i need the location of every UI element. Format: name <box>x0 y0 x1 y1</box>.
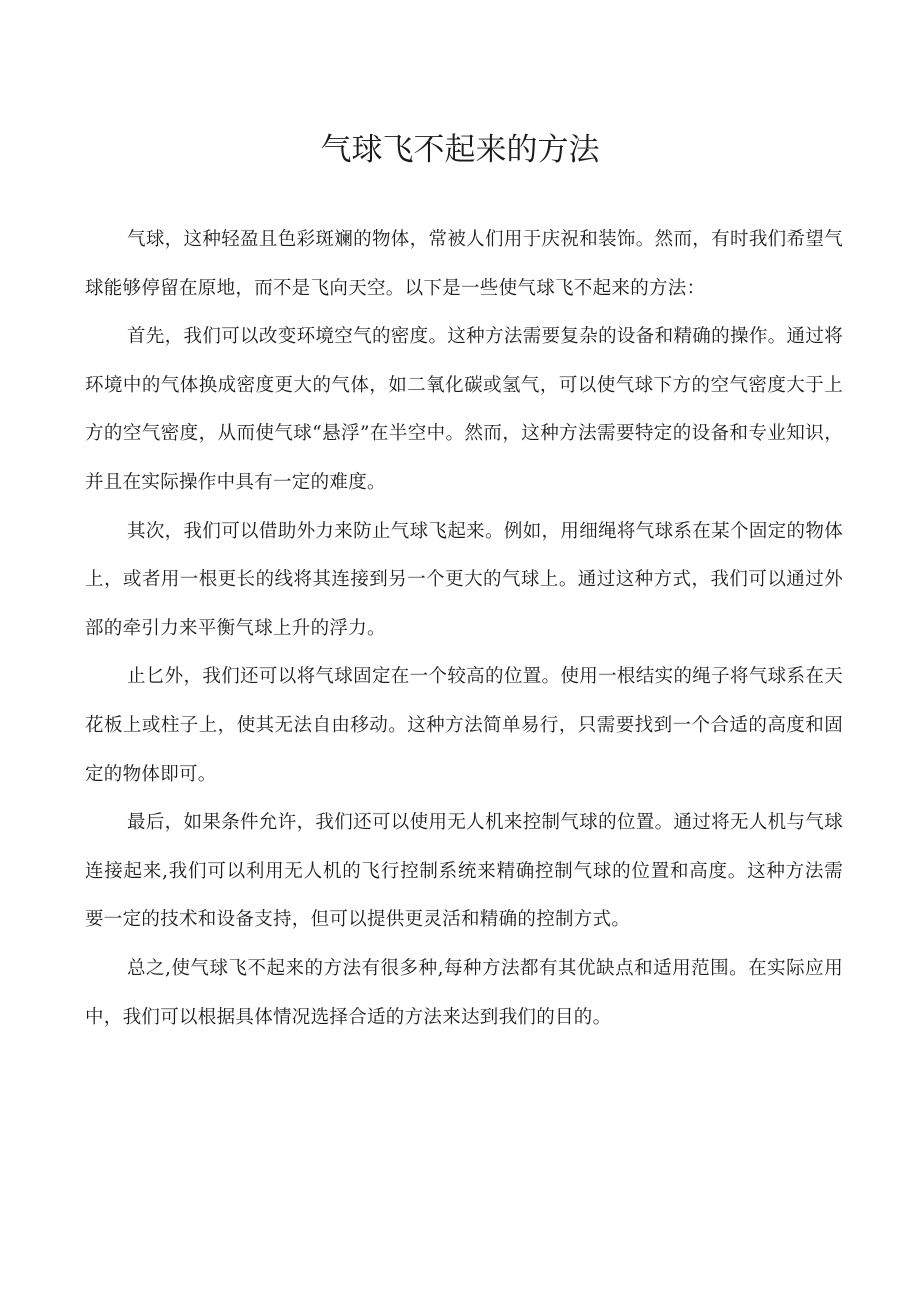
paragraph-conclusion: 总之,使气球飞不起来的方法有很多种,每种方法都有其优缺点和适用范围。在实际应用中，我们可以根据具体情况选择合适的方法来达到我们的目的。 <box>85 957 843 1028</box>
document-title: 气球飞不起来的方法 <box>320 132 600 168</box>
paragraph-external-force: 其次，我们可以借助外力来防止气球飞起来。例如，用细绳将气球系在某个固定的物体上，或者用一根更长的线将其连接到另一个更大的气球上。通过这种方式，我们可以通过外部的牵引力来平衡气球上升的浮力。 <box>85 520 843 639</box>
paragraph-intro: 气球，这种轻盈且色彩斑斓的物体，常被人们用于庆祝和装饰。然而，有时我们希望气球能够停留在原地，而不是飞向天空。以下是一些使气球飞不起来的方法： <box>85 229 843 299</box>
document-body <box>85 216 843 1042</box>
paragraph-air-density: 首先，我们可以改变环境空气的密度。这种方法需要复杂的设备和精确的操作。通过将环境中的气体换成密度更大的气体，如二氧化碳或氢气，可以使气球下方的空气密度大于上方的空气密度，从而使气球“悬浮”在半空中。然而，这种方法需要特定的设备和专业知识，并且在实际操作中具有一定的难度。 <box>85 326 843 493</box>
paragraph-fixed-position: 止匕外，我们还可以将气球固定在一个较高的位置。使用一根结实的绳子将气球系在天花板上或柱子上，使其无法自由移动。这种方法简单易行，只需要找到一个合适的高度和固定的物体即可。 <box>85 666 843 785</box>
paragraph-drone-control: 最后，如果条件允许，我们还可以使用无人机来控制气球的位置。通过将无人机与气球连接起来,我们可以利用无人机的飞行控制系统来精确控制气球的位置和高度。这种方法需要一定的技术和设备支持，但可以提供更灵活和精确的控制方式。 <box>85 812 843 931</box>
